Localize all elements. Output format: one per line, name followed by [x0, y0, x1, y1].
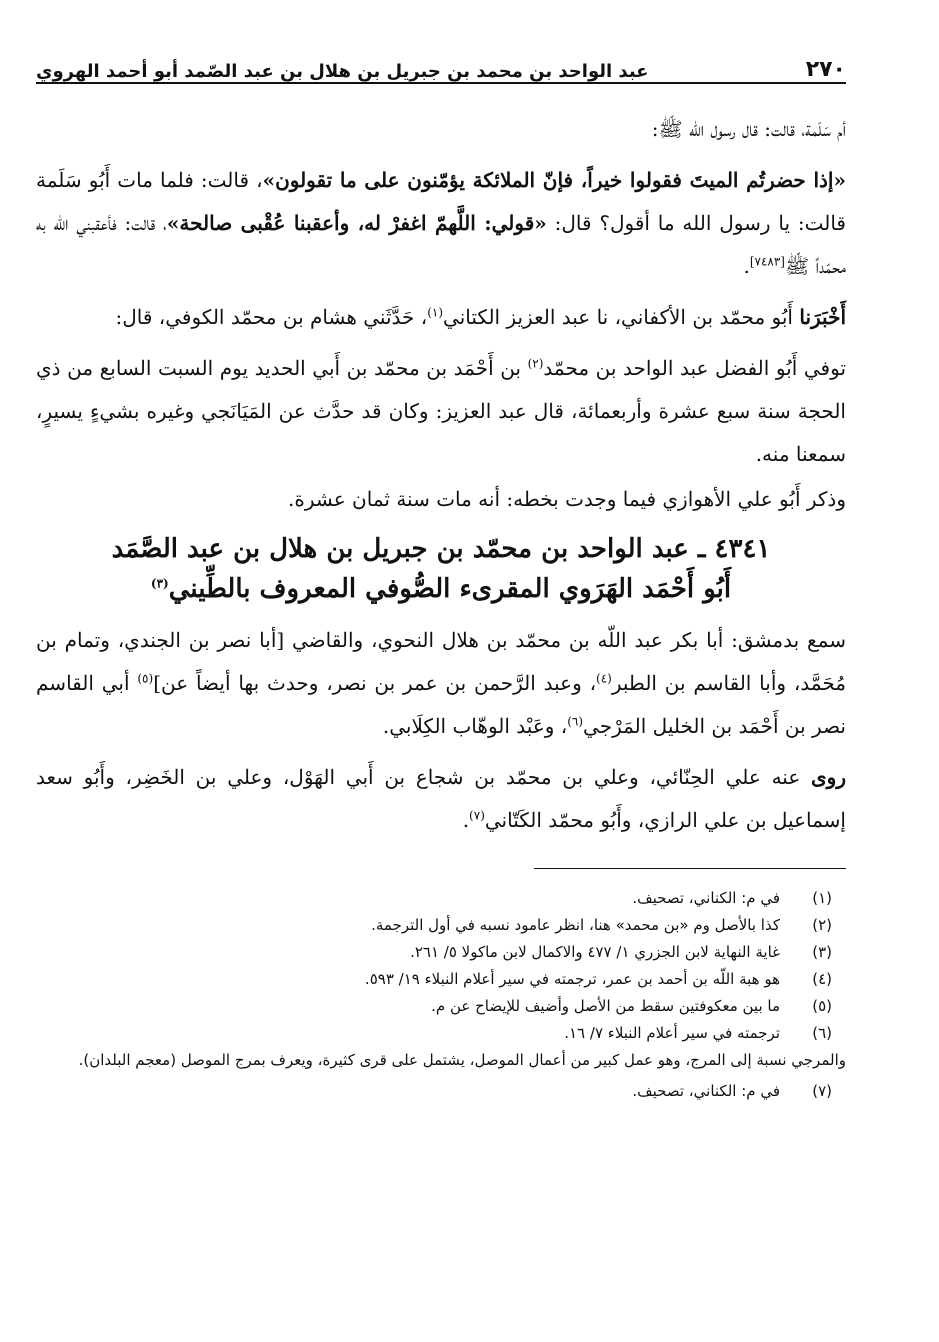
page-number: ٢٧٠ — [805, 57, 846, 82]
footnote-divider — [534, 868, 846, 869]
footnote-number: (٦) — [812, 1024, 832, 1042]
footnotes — [36, 885, 846, 1105]
footnote-number: (٤) — [812, 970, 832, 988]
footnote-marker: (١) — [427, 305, 444, 320]
footnote-number: (٧) — [812, 1082, 832, 1100]
footnote-text: في م: الكناني، تصحيف. — [632, 1082, 780, 1100]
entry-heading-line1: ٤٣٤١ ـ عبد الواحد بن محمّد بن جبريل بن هلال بن عبد الصَّمَد — [111, 534, 771, 564]
entry-heading — [36, 529, 846, 609]
footnote — [36, 1078, 846, 1105]
footnote-marker: (٢) — [527, 356, 544, 371]
hadith-quote: «إذا حضرتُم الميتَ فقولوا خيراً، فإنّ الملائكة يؤمّنون على ما تقولون» — [262, 168, 846, 192]
text-span: ، وعَبْد الوهّاب الكِلَابي. — [382, 714, 568, 738]
footnote-text: في م: الكناني، تصحيف. — [632, 889, 780, 907]
footnote-number: (٢) — [812, 916, 832, 934]
paragraph — [36, 296, 846, 339]
footnote-marker: (٧) — [469, 808, 485, 823]
footnote-text: ترجمته في سير أعلام النبلاء ٧/ ١٦. — [564, 1024, 780, 1042]
paragraph: أم سَلَمة، قالت: قال رسول الله ﷺ: — [651, 117, 846, 141]
text-span: ، قالت: فلما مات أَبُو سَلَمة قالت: يا رسول الله ما أقول؟ قال: — [36, 168, 846, 235]
footnote-text: ما بين معكوفتين سقط من الأصل وأضيف للإيضاح عن م. — [431, 997, 780, 1015]
footnote-number: (١) — [812, 889, 832, 907]
footnote-continuation — [36, 1047, 846, 1074]
paragraph — [36, 756, 846, 842]
footnote-number: (٣) — [812, 943, 832, 961]
footnote-text: هو هبة اللّه بن أحمد بن عمر، ترجمته في سير أعلام النبلاء ١٩/ ٥٩٣. — [364, 970, 780, 988]
footnote-text: غاية النهاية لابن الجزري ١/ ٤٧٧ والاكمال لابن ماكولا ٥/ ٢٦١. — [410, 943, 780, 961]
text-span: . — [743, 254, 750, 278]
footnote-marker: (٥) — [137, 671, 154, 686]
footnote — [36, 993, 846, 1020]
text-span: بن أَحْمَد بن محمّد بن أَبي الحديد يوم السبت السابع من ذي الحجة سنة سبع عشرة وأربعمائة، قال عبد العزيز: وكان قد حدَّث عن المَيَانَجي وغيره بشيءٍ يسيرٍ، سمعنا منه. — [36, 356, 846, 466]
paragraph — [36, 159, 846, 288]
footnote-text: كذا بالأصل وم «بن محمد» هنا، انظر عامود نسبه في أول الترجمة. — [371, 916, 780, 934]
paragraph — [36, 619, 846, 748]
text-span: أَبُو أَحْمَد الهَرَوي المقرىء الصُّوفي المعروف بالطِّيني — [168, 574, 732, 604]
footnote — [36, 966, 846, 993]
running-title: عبد الواحد بن محمد بن جبريل بن هلال بن عبد الصّمد أبو أحمد الهروي — [36, 61, 649, 82]
reference-number: [٧٤٨٣] — [749, 254, 785, 269]
footnote-marker: (٤) — [596, 671, 612, 686]
page-header — [36, 36, 846, 84]
footnote — [36, 1020, 846, 1047]
rawa-keyword: روى — [811, 765, 846, 789]
footnote — [36, 939, 846, 966]
hadith-quote: «قولي: اللَّهمّ اغفرْ له، وأعقبنا عُقْبى صالحة» — [166, 211, 547, 235]
text-span: أَبُو محمّد بن الأكفاني، نا عبد العزيز الكتاني — [443, 305, 800, 329]
text-span: ، وعبد الرَّحمن بن عمر بن نصر، وحدث بها أيضاً عن] — [153, 671, 597, 695]
text-span: ، حَدَّثَني هشام بن محمّد الكوفي، قال: — [115, 305, 428, 329]
footnote-number: (٥) — [812, 997, 832, 1015]
paragraph — [36, 347, 846, 476]
footnote-text: والمرجي نسبة إلى المرج، وهو عمل كبير من أعمال الموصل، يشتمل على قرى كثيرة، ويعرف بمرج الموصل (معجم البلدان). — [78, 1051, 846, 1069]
footnote — [36, 885, 846, 912]
paragraph: وذكر أَبُو علي الأهوازي فيما وجدت بخطه: أنه مات سنة ثمان عشرة. — [288, 487, 846, 511]
entry-heading-line2 — [36, 569, 846, 609]
text-span: سمع بدمشق: أبا بكر عبد اللّه بن محمّد بن هلال النحوي، والقاضي [أبا نصر بن الجندي، وتمام بن مُحَمَّد، وأبا القاسم بن الطبر — [36, 628, 846, 695]
text-span: ، قالت: فأعقبني الله به محمّداً ﷺ — [36, 211, 846, 278]
footnote-marker: (٣) — [150, 576, 169, 591]
book-page — [36, 36, 846, 1105]
text-span: توفي أَبُو الفضل عبد الواحد بن محمّد — [543, 356, 847, 380]
text-span: عنه علي الحِنّائي، وعلي بن محمّد بن شجاع بن أَبي الهَوْل، وعلي بن الخَضِر، وأَبُو سعد إسماعيل بن علي الرازي، وأَبُو محمّد الكَتّاني — [36, 765, 846, 832]
text-span: أبي القاسم نصر بن أَحْمَد بن الخليل المَرْجي — [36, 671, 846, 738]
footnote-marker: (٦) — [567, 714, 584, 729]
text-span: . — [462, 808, 470, 832]
akhbarana-keyword: أَخْبَرَنا — [799, 305, 846, 329]
footnote — [36, 912, 846, 939]
main-text — [36, 108, 846, 842]
